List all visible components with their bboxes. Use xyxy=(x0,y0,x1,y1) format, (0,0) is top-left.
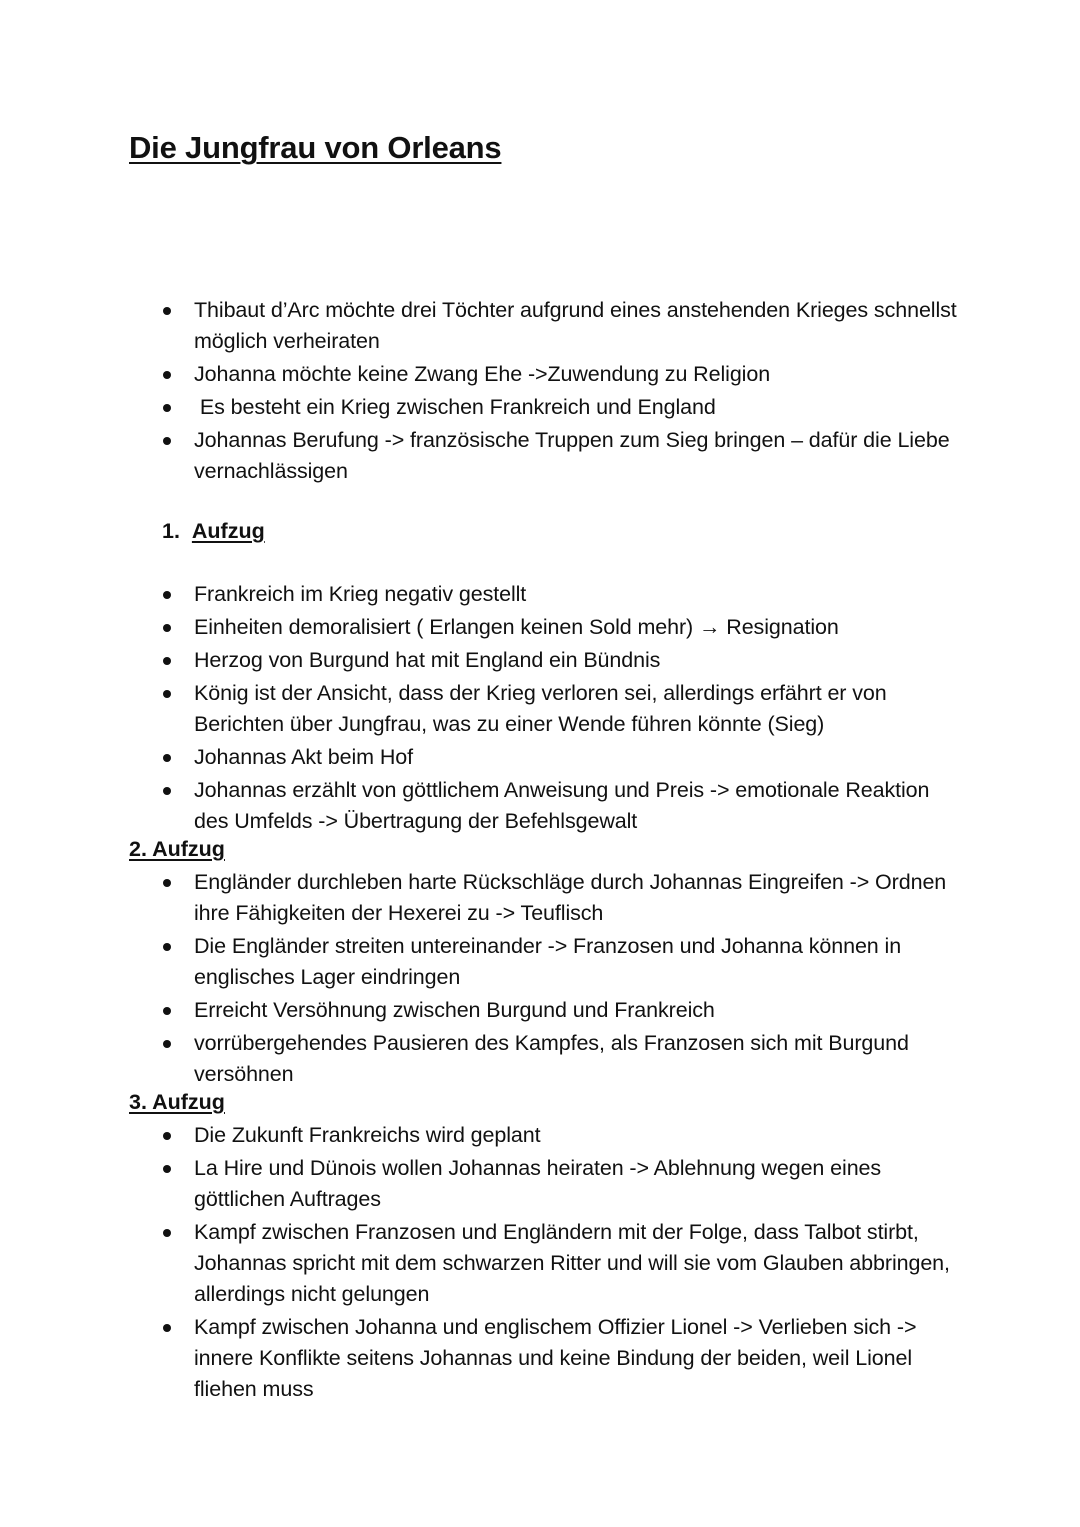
intro-list xyxy=(160,295,960,489)
bullet-icon xyxy=(163,943,171,951)
list-item xyxy=(160,359,960,390)
aufzug-2-list xyxy=(160,867,960,1092)
list-item-text: Herzog von Burgund hat mit England ein Bündnis xyxy=(194,648,661,672)
bullet-icon xyxy=(163,1324,171,1332)
list-item xyxy=(160,1028,960,1090)
bullet-icon xyxy=(163,371,171,379)
list-item-text: Einheiten demoralisiert ( Erlangen keinen Sold mehr) → Resignation xyxy=(194,615,839,639)
list-item xyxy=(160,1312,960,1405)
section-heading-aufzug-2 xyxy=(129,834,225,865)
bullet-icon xyxy=(163,1132,171,1140)
bullet-icon xyxy=(163,787,171,795)
list-item xyxy=(160,1217,960,1310)
list-item-text: Frankreich im Krieg negativ gestellt xyxy=(194,582,527,606)
list-item xyxy=(160,295,960,357)
list-item-text: Johannas erzählt von göttlichem Anweisung und Preis -> emotionale Reaktion des Umfelds -> Übertragung der Befehlsgewalt xyxy=(194,778,930,833)
list-item-text: Johannas Berufung -> französische Truppen zum Sieg bringen – dafür die Liebe vernachlässigen xyxy=(194,428,950,483)
list-item xyxy=(160,775,960,837)
section-number: 1. xyxy=(162,519,180,543)
section-heading-text: 3. Aufzug xyxy=(129,1090,225,1114)
list-item xyxy=(160,612,960,643)
aufzug-3-list xyxy=(160,1120,960,1407)
list-item-text: Thibaut d’Arc möchte drei Töchter aufgrund eines anstehenden Krieges schnellst möglich verheiraten xyxy=(194,298,957,353)
bullet-icon xyxy=(163,1007,171,1015)
list-item-text: König ist der Ansicht, dass der Krieg verloren sei, allerdings erfährt er von Berichten über Jungfrau, was zu einer Wende führen könnte (Sieg) xyxy=(194,681,887,736)
bullet-icon xyxy=(163,437,171,445)
bullet-icon xyxy=(163,591,171,599)
list-item-text: Die Zukunft Frankreichs wird geplant xyxy=(194,1123,541,1147)
list-item-text: Kampf zwischen Franzosen und Engländern mit der Folge, dass Talbot stirbt, Johannas spricht mit dem schwarzen Ritter und will sie vom Glauben abbringen, allerdings nicht gelungen xyxy=(194,1220,950,1306)
list-item-text: Johanna möchte keine Zwang Ehe ->Zuwendung zu Religion xyxy=(194,362,771,386)
bullet-icon xyxy=(163,657,171,665)
section-heading-text: 2. Aufzug xyxy=(129,837,225,861)
bullet-icon xyxy=(163,307,171,315)
bullet-icon xyxy=(163,1040,171,1048)
list-item xyxy=(160,1120,960,1151)
bullet-icon xyxy=(163,1165,171,1173)
bullet-icon xyxy=(163,624,171,632)
page-title: Die Jungfrau von Orleans xyxy=(129,130,502,165)
list-item-text: La Hire und Dünois wollen Johannas heiraten -> Ablehnung wegen eines göttlichen Auftrages xyxy=(194,1156,882,1211)
list-item xyxy=(160,867,960,929)
bullet-icon xyxy=(163,1229,171,1237)
list-item-text: Engländer durchleben harte Rückschläge durch Johannas Eingreifen -> Ordnen ihre Fähigkeiten der Hexerei zu -> Teuflisch xyxy=(194,870,947,925)
list-item-text: Erreicht Versöhnung zwischen Burgund und Frankreich xyxy=(194,998,715,1022)
list-item-text: Johannas Akt beim Hof xyxy=(194,745,413,769)
list-item-text: Die Engländer streiten untereinander -> Franzosen und Johanna können in englisches Lager eindringen xyxy=(194,934,902,989)
list-item xyxy=(160,579,960,610)
bullet-icon xyxy=(163,754,171,762)
section-heading-text: Aufzug xyxy=(191,519,265,543)
list-item xyxy=(160,742,960,773)
bullet-icon xyxy=(163,690,171,698)
list-item-text: Es besteht ein Krieg zwischen Frankreich und England xyxy=(194,395,716,419)
list-item xyxy=(160,678,960,740)
list-item xyxy=(160,645,960,676)
list-item-text: vorrübergehendes Pausieren des Kampfes, als Franzosen sich mit Burgund versöhnen xyxy=(194,1031,909,1086)
list-item xyxy=(160,995,960,1026)
bullet-icon xyxy=(163,879,171,887)
list-item xyxy=(160,1153,960,1215)
aufzug-1-list xyxy=(160,579,960,839)
list-item xyxy=(160,392,960,423)
section-heading-aufzug-1 xyxy=(162,516,265,547)
list-item xyxy=(160,931,960,993)
list-item-text: Kampf zwischen Johanna und englischem Offizier Lionel -> Verlieben sich -> innere Konflikte seitens Johannas und keine Bindung der beiden, weil Lionel fliehen muss xyxy=(194,1315,917,1401)
section-heading-aufzug-3 xyxy=(129,1087,225,1118)
bullet-icon xyxy=(163,404,171,412)
list-item xyxy=(160,425,960,487)
